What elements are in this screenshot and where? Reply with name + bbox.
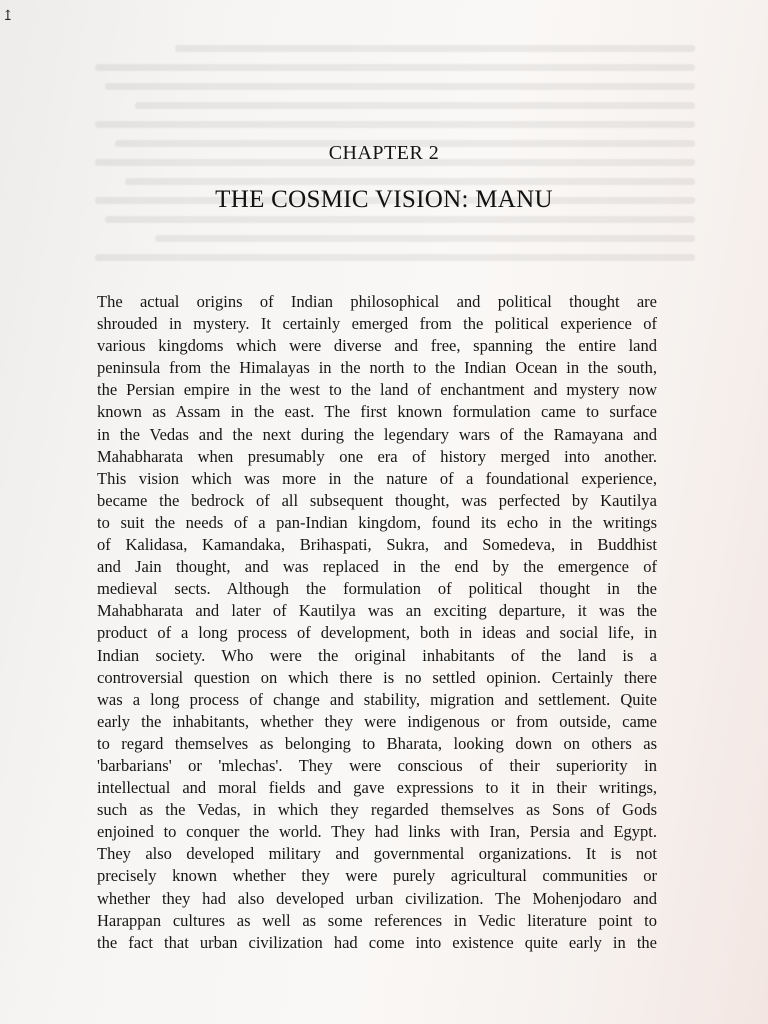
body-line: such as the Vedas, in which they regarded themselves as Sons of Gods: [97, 800, 657, 820]
body-line: Harappan cultures as well as some references in Vedic literature point to: [97, 910, 657, 930]
body-line: This vision which was more in the nature of a foundational experience,: [97, 468, 657, 488]
body-line: peninsula from the Himalayas in the north to the Indian Ocean in the south,: [97, 358, 657, 378]
body-line: various kingdoms which were diverse and free, spanning the entire land: [97, 336, 657, 356]
body-line: product of a long process of development, both in ideas and social life, in: [97, 623, 657, 643]
body-line: to suit the needs of a pan-Indian kingdom, found its echo in the writings: [97, 512, 657, 532]
body-line: medieval sects. Although the formulation of political thought in the: [97, 579, 657, 599]
body-line: They also developed military and governmental organizations. It is not: [97, 844, 657, 864]
body-line: known as Assam in the east. The first known formulation came to surface: [97, 402, 657, 422]
corner-mark-icon: ↥: [2, 9, 14, 24]
body-line: Indian society. Who were the original inhabitants of the land is a: [97, 645, 657, 665]
body-line: Mahabharata and later of Kautilya was an exciting departure, it was the: [97, 601, 657, 621]
body-line: the fact that urban civilization had come into existence quite early in the: [97, 932, 657, 952]
body-line: shrouded in mystery. It certainly emerged from the political experience of: [97, 314, 657, 334]
body-line: 'barbarians' or 'mlechas'. They were conscious of their superiority in: [97, 755, 657, 775]
body-line: was a long process of change and stability, migration and settlement. Quite: [97, 689, 657, 709]
body-line: and Jain thought, and was replaced in the end by the emergence of: [97, 557, 657, 577]
body-line: The actual origins of Indian philosophical and political thought are: [97, 292, 657, 311]
chapter-label: CHAPTER 2: [328, 142, 440, 164]
body-line: early the inhabitants, whether they were indigenous or from outside, came: [97, 711, 657, 731]
body-line: intellectual and moral fields and gave expressions to it in their writings,: [97, 778, 657, 798]
chapter-title: THE COSMIC VISION: MANU: [215, 186, 553, 213]
bleed-through-text: [95, 38, 695, 298]
body-line: to regard themselves as belonging to Bharata, looking down on others as: [97, 733, 657, 753]
body-line: whether they had also developed urban civilization. The Mohenjodaro and: [97, 888, 657, 908]
body-line: became the bedrock of all subsequent thought, was perfected by Kautilya: [97, 490, 657, 510]
body-paragraph: [97, 291, 657, 954]
body-line: enjoined to conquer the world. They had links with Iran, Persia and Egypt.: [97, 822, 657, 842]
body-line: the Persian empire in the west to the land of enchantment and mystery now: [97, 380, 657, 400]
body-line: Mahabharata when presumably one era of history merged into another.: [97, 446, 657, 466]
body-line: controversial question on which there is no settled opinion. Certainly there: [97, 667, 657, 687]
body-line: of Kalidasa, Kamandaka, Brihaspati, Sukra, and Somedeva, in Buddhist: [97, 535, 657, 555]
body-line: precisely known whether they were purely agricultural communities or: [97, 866, 657, 886]
body-line: in the Vedas and the next during the legendary wars of the Ramayana and: [97, 424, 657, 444]
